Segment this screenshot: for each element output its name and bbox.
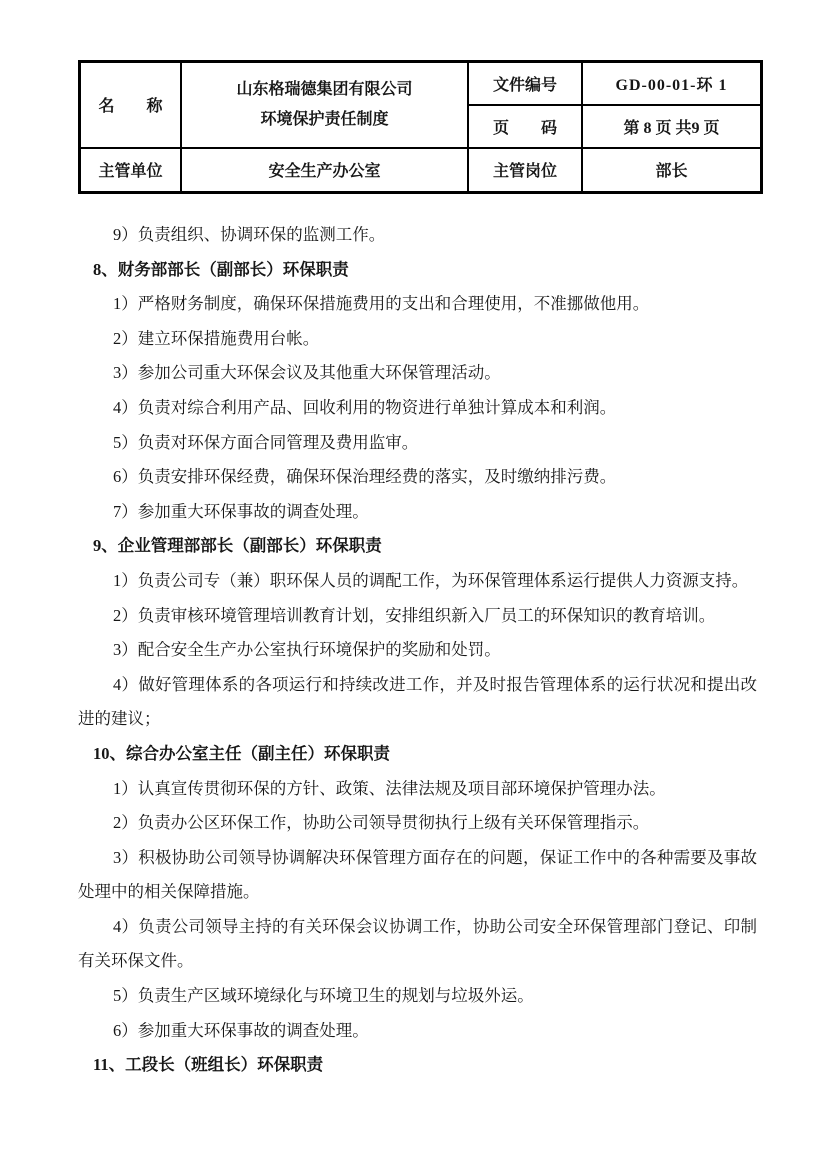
post-label-cell: 主管岗位: [468, 148, 582, 193]
list-item: 5）负责对环保方面合同管理及费用监审。: [113, 432, 419, 452]
list-item: 3）配合安全生产办公室执行环境保护的奖励和处罚。: [113, 640, 501, 660]
list-item: 9）负责组织、协调环保的监测工作。: [113, 225, 386, 244]
document-header-table: [78, 60, 763, 194]
name-label-cell: 名 称: [80, 62, 182, 148]
page-label-cell: 页 码: [468, 105, 582, 148]
doc-no-value-cell: GD-00-01-环 1: [582, 62, 762, 105]
section-heading: 11、工段长（班组长）环保职责: [93, 1055, 324, 1075]
list-item: 6）负责安排环保经费，确保环保治理经费的落实，及时缴纳排污费。: [113, 467, 617, 487]
list-item: 4）负责对综合利用产品、回收利用的物资进行单独计算成本和利润。: [113, 397, 617, 417]
post-value-cell: 部长: [582, 148, 762, 193]
list-item: 2）负责办公区环保工作，协助公司领导贯彻执行上级有关环保管理指示。: [113, 813, 650, 833]
list-item: 2）负责审核环境管理培训教育计划，安排组织新入厂员工的环保知识的教育培训。: [113, 605, 716, 625]
unit-label-cell: 主管单位: [80, 148, 182, 193]
list-item: 1）认真宣传贯彻环保的方针、政策、法律法规及项目部环境保护管理办法。: [113, 778, 666, 798]
page-value-cell: 第 8 页 共9 页: [582, 105, 762, 148]
section-heading: 10、综合办公室主任（副主任）环保职责: [93, 743, 390, 763]
doc-no-label-cell: 文件编号: [468, 62, 582, 105]
list-item: 5）负责生产区域环境绿化与环境卫生的规划与垃圾外运。: [113, 986, 534, 1006]
list-item: 1）负责公司专（兼）职环保人员的调配工作，为环保管理体系运行提供人力资源支持。: [113, 570, 749, 590]
document-title-line2: 环境保护责任制度: [260, 110, 389, 128]
document-title-line1: 山东格瑞德集团有限公司: [236, 80, 413, 98]
list-item: 6）参加重大环保事故的调查处理。: [113, 1020, 369, 1040]
list-item: 2）建立环保措施费用台帐。: [113, 328, 320, 348]
list-item: 1）严格财务制度，确保环保措施费用的支出和合理使用，不准挪做他用。: [113, 294, 650, 314]
list-item: 7）参加重大环保事故的调查处理。: [113, 501, 369, 521]
section-heading: 9、企业管理部部长（副部长）环保职责: [93, 536, 382, 556]
list-item: 3）参加公司重大环保会议及其他重大环保管理活动。: [113, 363, 501, 383]
list-item: 3）积极协助公司领导协调解决环保管理方面存在的问题，保证工作中的各种需要及事故处理中的相关保障措施。: [78, 847, 757, 902]
document-title-cell: [181, 62, 468, 148]
section-heading: 8、财务部部长（副部长）环保职责: [93, 259, 349, 279]
list-item: 4）负责公司领导主持的有关环保会议协调工作，协助公司安全环保管理部门登记、印制有关环保文件。: [78, 916, 757, 971]
unit-value-cell: 安全生产办公室: [181, 148, 468, 193]
list-item: 4）做好管理体系的各项运行和持续改进工作，并及时报告管理体系的运行状况和提出改进的建议；: [78, 674, 757, 729]
document-body: [78, 218, 757, 1083]
